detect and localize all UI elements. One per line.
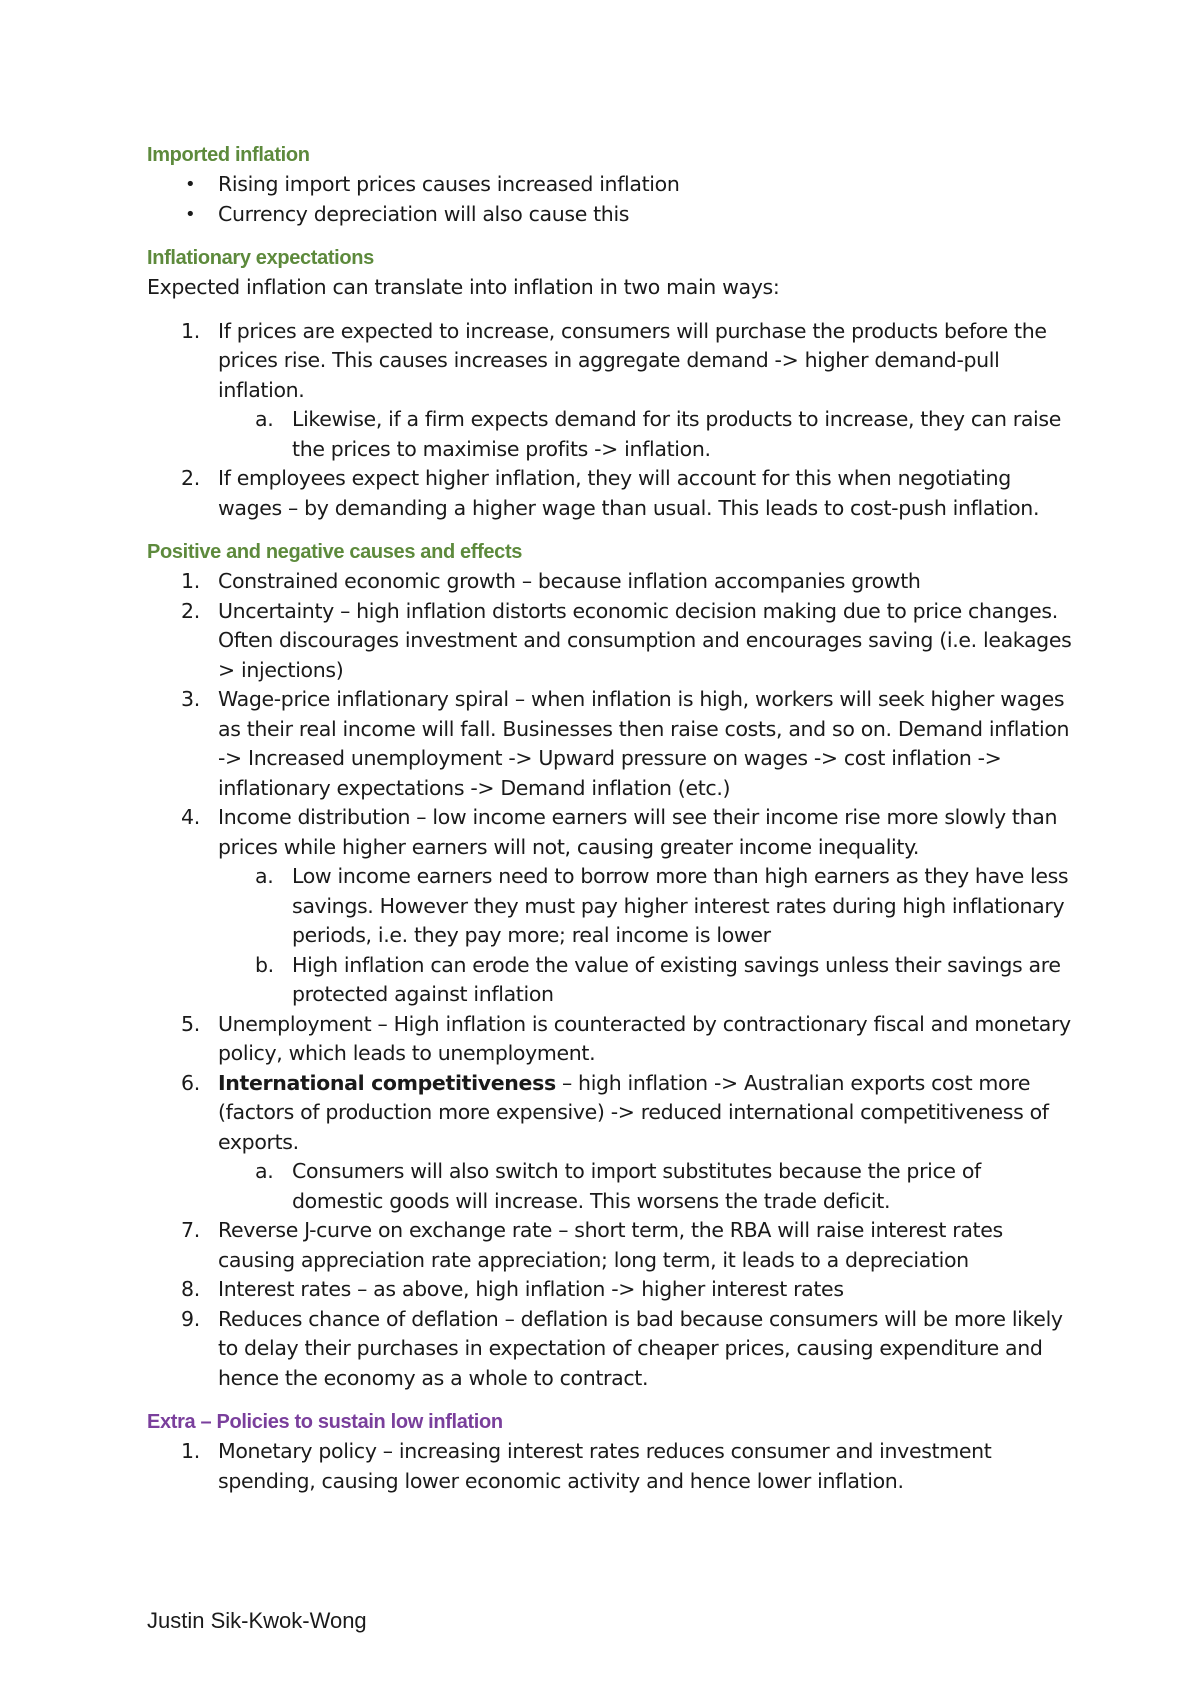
list-item-text: Low income earners need to borrow more than high earners as they have less savings. However they must pay higher interest rates during high inflationary periods, i.e. they pay more; real income is lower [292, 864, 1069, 947]
list-item [147, 1437, 1077, 1496]
bullet-list [147, 170, 1077, 229]
sub-list-item [147, 862, 1077, 951]
list-marker: 5. [181, 1011, 200, 1036]
list-marker: 1. [181, 569, 200, 593]
list-item-text: Monetary policy – increasing interest rates reduces consumer and investment spending, causing lower economic activity and hence lower inflation. [218, 1439, 992, 1493]
list-marker: a. [255, 864, 274, 888]
sub-list-item [147, 405, 1077, 464]
list-item-text: Interest rates – as above, high inflation -> higher interest rates [218, 1277, 844, 1301]
heading-imported-inflation: Imported inflation [147, 144, 310, 166]
list-marker: a. [255, 1159, 274, 1183]
list-item [147, 464, 1077, 523]
list-marker: 4. [181, 805, 200, 829]
intro-paragraph: Expected inflation can translate into inflation in two main ways: [147, 275, 780, 299]
list-item-text: If prices are expected to increase, consumers will purchase the products before the prices rise. This causes increases in aggregate demand -> higher demand-pull inflation. [218, 318, 1047, 402]
list-item [147, 1216, 1077, 1275]
list-item [147, 1275, 1077, 1305]
list-item-text: If employees expect higher inflation, they will account for this when negotiating wages – by demanding a higher wage than usual. This leads to cost-push inflation. [218, 466, 1040, 520]
list-marker: 8. [181, 1277, 200, 1301]
list-item [147, 803, 1077, 1010]
list-item-text: Unemployment – High inflation is counteracted by contractionary fiscal and monetary policy, which leads to unemployment. [218, 1011, 1071, 1065]
sub-list-item [147, 951, 1077, 1010]
list-marker: 7. [181, 1218, 200, 1242]
heading-policies: Extra – Policies to sustain low inflation [147, 1411, 503, 1433]
list-item-text: Consumers will also switch to import substitutes because the price of domestic goods will increase. This worsens the trade deficit. [292, 1159, 981, 1213]
footer-author: Justin Sik-Kwok-Wong [147, 1608, 367, 1633]
list-item-text: Constrained economic growth – because inflation accompanies growth [218, 569, 921, 593]
list-item [147, 317, 1077, 465]
list-item [147, 597, 1077, 686]
list-marker: b. [255, 952, 274, 977]
sub-list-item [147, 1157, 1077, 1216]
list-item [147, 1010, 1077, 1069]
document-page [147, 140, 1077, 1510]
list-item-text: Reverse J-curve on exchange rate – short term, the RBA will raise interest rates causing appreciation rate appreciation; long term, it leads to a depreciation [218, 1218, 1003, 1272]
list-item [147, 1069, 1077, 1217]
numbered-list [147, 567, 1077, 1393]
sub-list [218, 405, 1077, 464]
list-item-text: Reduces chance of deflation – deflation is bad because consumers will be more likely to delay their purchases in expectation of cheaper prices, causing expenditure and hence the economy as a whole to contract. [218, 1306, 1063, 1390]
numbered-list [147, 1437, 1077, 1496]
heading-inflationary-expectations: Inflationary expectations [147, 247, 374, 269]
list-item-text: Wage-price inflationary spiral – when inflation is high, workers will seek higher wages as their real income will fall. Businesses then raise costs, and so on. Demand inflation -> Increased unemployment -> Upward pressure on wages -> cost inflation -> inflationary expectations -> Demand inflation (etc.) [218, 687, 1070, 800]
list-item-text: Uncertainty – high inflation distorts economic decision making due to price changes. Often discourages investment and consumption and encourages saving (i.e. leakages > injections) [218, 598, 1072, 682]
numbered-list [147, 317, 1077, 524]
list-marker: 2. [181, 598, 200, 623]
list-marker: 3. [181, 687, 200, 711]
list-marker: 1. [181, 318, 200, 343]
bold-term: International competitiveness [218, 1070, 556, 1095]
list-item [147, 1305, 1077, 1394]
list-item-text: High inflation can erode the value of existing savings unless their savings are protected against inflation [292, 952, 1061, 1006]
list-item [147, 685, 1077, 803]
sub-list [218, 862, 1077, 1010]
heading-causes-and-effects: Positive and negative causes and effects [147, 541, 523, 563]
list-marker: 6. [181, 1070, 200, 1095]
bullet-item: • Rising import prices causes increased inflation [147, 170, 1077, 200]
list-item-text: – high inflation -> Australian exports cost more (factors of production more expensive) -> reduced international competitiveness of exports. [218, 1070, 1049, 1154]
list-item-text: Income distribution – low income earners will see their income rise more slowly than prices while higher earners will not, causing greater income inequality. [218, 805, 1058, 859]
list-marker: a. [255, 407, 274, 431]
list-item [147, 567, 1077, 597]
list-marker: 2. [181, 466, 200, 490]
list-marker: 1. [181, 1439, 200, 1463]
list-marker: 9. [181, 1306, 200, 1331]
bullet-item: • Currency depreciation will also cause this [147, 200, 1077, 230]
sub-list [218, 1157, 1077, 1216]
list-item-text: Likewise, if a firm expects demand for its products to increase, they can raise the prices to maximise profits -> inflation. [292, 407, 1061, 461]
